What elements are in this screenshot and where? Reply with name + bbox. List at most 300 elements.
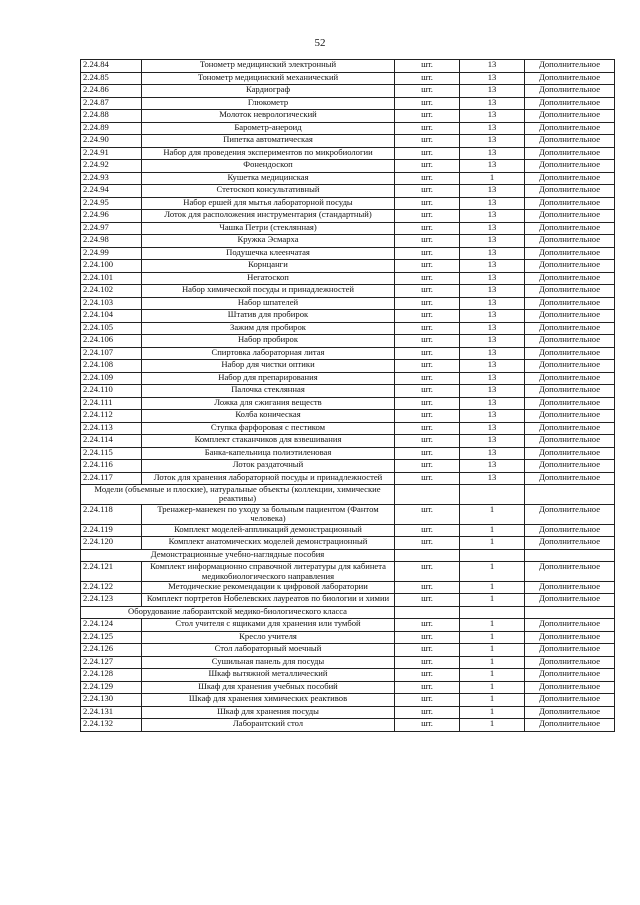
item-type: Дополнительное bbox=[525, 537, 615, 550]
item-number: 2.24.102 bbox=[81, 285, 142, 298]
item-quantity: 1 bbox=[460, 619, 525, 632]
item-number: 2.24.130 bbox=[81, 694, 142, 707]
item-quantity: 13 bbox=[460, 372, 525, 385]
item-unit: шт. bbox=[395, 397, 460, 410]
item-name: Пипетка автоматическая bbox=[142, 135, 395, 148]
item-number: 2.24.115 bbox=[81, 447, 142, 460]
item-name: Кушетка медицинская bbox=[142, 172, 395, 185]
item-number: 2.24.129 bbox=[81, 681, 142, 694]
empty-cell bbox=[460, 485, 525, 505]
item-quantity: 1 bbox=[460, 631, 525, 644]
item-type: Дополнительное bbox=[525, 185, 615, 198]
item-type: Дополнительное bbox=[525, 656, 615, 669]
item-name: Набор химической посуды и принадлежностей bbox=[142, 285, 395, 298]
item-name: Комплект информационно справочной литературы для кабинета медикобиологического направления bbox=[142, 562, 395, 582]
item-number: 2.24.96 bbox=[81, 210, 142, 223]
item-unit: шт. bbox=[395, 322, 460, 335]
table-row bbox=[81, 581, 615, 594]
item-unit: шт. bbox=[395, 147, 460, 160]
item-unit: шт. bbox=[395, 297, 460, 310]
table-row bbox=[81, 397, 615, 410]
item-type: Дополнительное bbox=[525, 681, 615, 694]
item-type: Дополнительное bbox=[525, 631, 615, 644]
item-number: 2.24.94 bbox=[81, 185, 142, 198]
equipment-table bbox=[80, 59, 615, 732]
item-name: Фонендоскоп bbox=[142, 160, 395, 173]
item-number: 2.24.98 bbox=[81, 235, 142, 248]
item-quantity: 1 bbox=[460, 694, 525, 707]
item-quantity: 13 bbox=[460, 247, 525, 260]
item-name: Стетоскоп консультативный bbox=[142, 185, 395, 198]
item-name: Набор ершей для мытья лабораторной посуды bbox=[142, 197, 395, 210]
item-type: Дополнительное bbox=[525, 322, 615, 335]
item-unit: шт. bbox=[395, 85, 460, 98]
item-number: 2.24.114 bbox=[81, 435, 142, 448]
item-number: 2.24.131 bbox=[81, 706, 142, 719]
table-row bbox=[81, 285, 615, 298]
item-quantity: 1 bbox=[460, 524, 525, 537]
item-type: Дополнительное bbox=[525, 297, 615, 310]
item-unit: шт. bbox=[395, 310, 460, 323]
item-quantity: 1 bbox=[460, 644, 525, 657]
table-row bbox=[81, 172, 615, 185]
item-name: Комплект портретов Нобелевских лауреатов по биологии и химии bbox=[142, 594, 395, 607]
empty-cell bbox=[460, 606, 525, 619]
table-row bbox=[81, 537, 615, 550]
table-row bbox=[81, 594, 615, 607]
table-row bbox=[81, 460, 615, 473]
table-row bbox=[81, 410, 615, 423]
item-type: Дополнительное bbox=[525, 694, 615, 707]
item-type: Дополнительное bbox=[525, 524, 615, 537]
item-name: Набор пробирок bbox=[142, 335, 395, 348]
table-row bbox=[81, 669, 615, 682]
item-number: 2.24.110 bbox=[81, 385, 142, 398]
table-row bbox=[81, 656, 615, 669]
empty-cell bbox=[395, 485, 460, 505]
item-number: 2.24.120 bbox=[81, 537, 142, 550]
section-title: Оборудование лаборантской медико-биологического класса bbox=[81, 606, 395, 619]
item-number: 2.24.112 bbox=[81, 410, 142, 423]
item-type: Дополнительное bbox=[525, 172, 615, 185]
item-name: Палочка стеклянная bbox=[142, 385, 395, 398]
item-unit: шт. bbox=[395, 122, 460, 135]
item-type: Дополнительное bbox=[525, 135, 615, 148]
item-quantity: 13 bbox=[460, 60, 525, 73]
table-row bbox=[81, 60, 615, 73]
item-name: Кружка Эсмарха bbox=[142, 235, 395, 248]
item-name: Чашка Петри (стеклянная) bbox=[142, 222, 395, 235]
item-type: Дополнительное bbox=[525, 472, 615, 485]
item-unit: шт. bbox=[395, 631, 460, 644]
item-name: Стол лабораторный моечный bbox=[142, 644, 395, 657]
item-name: Ступка фарфоровая с пестиком bbox=[142, 422, 395, 435]
item-unit: шт. bbox=[395, 524, 460, 537]
table-row bbox=[81, 222, 615, 235]
item-name: Лаборантский стол bbox=[142, 719, 395, 732]
item-quantity: 13 bbox=[460, 110, 525, 123]
item-quantity: 13 bbox=[460, 422, 525, 435]
item-number: 2.24.99 bbox=[81, 247, 142, 260]
item-unit: шт. bbox=[395, 272, 460, 285]
item-type: Дополнительное bbox=[525, 619, 615, 632]
table-row bbox=[81, 472, 615, 485]
item-type: Дополнительное bbox=[525, 122, 615, 135]
item-quantity: 13 bbox=[460, 272, 525, 285]
table-row bbox=[81, 85, 615, 98]
item-number: 2.24.111 bbox=[81, 397, 142, 410]
item-type: Дополнительное bbox=[525, 110, 615, 123]
table-row bbox=[81, 706, 615, 719]
table-row bbox=[81, 562, 615, 582]
item-type: Дополнительное bbox=[525, 422, 615, 435]
item-quantity: 1 bbox=[460, 581, 525, 594]
table-row bbox=[81, 247, 615, 260]
item-quantity: 1 bbox=[460, 172, 525, 185]
table-row bbox=[81, 719, 615, 732]
item-name: Барометр-анероид bbox=[142, 122, 395, 135]
empty-cell bbox=[460, 549, 525, 562]
table-row bbox=[81, 310, 615, 323]
table-row bbox=[81, 422, 615, 435]
item-number: 2.24.92 bbox=[81, 160, 142, 173]
table-row bbox=[81, 644, 615, 657]
table-row bbox=[81, 524, 615, 537]
table-row bbox=[81, 160, 615, 173]
item-number: 2.24.84 bbox=[81, 60, 142, 73]
item-unit: шт. bbox=[395, 669, 460, 682]
item-name: Кресло учителя bbox=[142, 631, 395, 644]
item-name: Банка-капельница полиэтиленовая bbox=[142, 447, 395, 460]
item-type: Дополнительное bbox=[525, 310, 615, 323]
item-unit: шт. bbox=[395, 694, 460, 707]
table-row bbox=[81, 435, 615, 448]
item-number: 2.24.108 bbox=[81, 360, 142, 373]
item-unit: шт. bbox=[395, 372, 460, 385]
item-name: Комплект анатомических моделей демонстрационный bbox=[142, 537, 395, 550]
item-number: 2.24.97 bbox=[81, 222, 142, 235]
item-number: 2.24.116 bbox=[81, 460, 142, 473]
item-number: 2.24.121 bbox=[81, 562, 142, 582]
item-quantity: 13 bbox=[460, 472, 525, 485]
item-type: Дополнительное bbox=[525, 72, 615, 85]
item-number: 2.24.106 bbox=[81, 335, 142, 348]
item-type: Дополнительное bbox=[525, 644, 615, 657]
item-number: 2.24.124 bbox=[81, 619, 142, 632]
item-unit: шт. bbox=[395, 210, 460, 223]
empty-cell bbox=[395, 549, 460, 562]
section-title: Модели (объемные и плоские), натуральные объекты (коллекции, химические реактивы) bbox=[81, 485, 395, 505]
item-name: Набор для препарирования bbox=[142, 372, 395, 385]
item-type: Дополнительное bbox=[525, 706, 615, 719]
item-type: Дополнительное bbox=[525, 594, 615, 607]
item-type: Дополнительное bbox=[525, 210, 615, 223]
table-row bbox=[81, 360, 615, 373]
item-type: Дополнительное bbox=[525, 272, 615, 285]
item-type: Дополнительное bbox=[525, 335, 615, 348]
item-quantity: 13 bbox=[460, 235, 525, 248]
item-number: 2.24.103 bbox=[81, 297, 142, 310]
item-unit: шт. bbox=[395, 681, 460, 694]
item-quantity: 1 bbox=[460, 562, 525, 582]
item-type: Дополнительное bbox=[525, 360, 615, 373]
item-quantity: 1 bbox=[460, 594, 525, 607]
item-type: Дополнительное bbox=[525, 197, 615, 210]
table-row bbox=[81, 694, 615, 707]
item-unit: шт. bbox=[395, 97, 460, 110]
item-unit: шт. bbox=[395, 435, 460, 448]
table-row bbox=[81, 260, 615, 273]
item-name: Спиртовка лабораторная литая bbox=[142, 347, 395, 360]
item-unit: шт. bbox=[395, 537, 460, 550]
table-row bbox=[81, 631, 615, 644]
item-number: 2.24.128 bbox=[81, 669, 142, 682]
item-type: Дополнительное bbox=[525, 410, 615, 423]
item-number: 2.24.119 bbox=[81, 524, 142, 537]
table-row bbox=[81, 504, 615, 524]
table-row bbox=[81, 335, 615, 348]
section-row bbox=[81, 606, 615, 619]
item-number: 2.24.123 bbox=[81, 594, 142, 607]
item-unit: шт. bbox=[395, 335, 460, 348]
item-unit: шт. bbox=[395, 72, 460, 85]
item-type: Дополнительное bbox=[525, 460, 615, 473]
item-quantity: 13 bbox=[460, 85, 525, 98]
item-quantity: 1 bbox=[460, 719, 525, 732]
item-number: 2.24.87 bbox=[81, 97, 142, 110]
item-quantity: 13 bbox=[460, 397, 525, 410]
item-unit: шт. bbox=[395, 222, 460, 235]
table-row bbox=[81, 235, 615, 248]
item-number: 2.24.91 bbox=[81, 147, 142, 160]
item-type: Дополнительное bbox=[525, 85, 615, 98]
item-name: Шкаф для хранения химических реактивов bbox=[142, 694, 395, 707]
item-name: Лоток для хранения лабораторной посуды и принадлежностей bbox=[142, 472, 395, 485]
item-quantity: 1 bbox=[460, 706, 525, 719]
item-type: Дополнительное bbox=[525, 504, 615, 524]
item-name: Шкаф вытяжной металлический bbox=[142, 669, 395, 682]
item-name: Комплект стаканчиков для взвешивания bbox=[142, 435, 395, 448]
item-name: Подушечка клеенчатая bbox=[142, 247, 395, 260]
table-row bbox=[81, 97, 615, 110]
item-unit: шт. bbox=[395, 504, 460, 524]
item-number: 2.24.88 bbox=[81, 110, 142, 123]
item-number: 2.24.104 bbox=[81, 310, 142, 323]
item-quantity: 1 bbox=[460, 656, 525, 669]
item-name: Набор для проведения экспериментов по микробиологии bbox=[142, 147, 395, 160]
table-row bbox=[81, 372, 615, 385]
item-unit: шт. bbox=[395, 260, 460, 273]
item-quantity: 13 bbox=[460, 460, 525, 473]
item-quantity: 13 bbox=[460, 260, 525, 273]
table-row bbox=[81, 322, 615, 335]
item-number: 2.24.118 bbox=[81, 504, 142, 524]
item-unit: шт. bbox=[395, 385, 460, 398]
item-name: Лоток раздаточный bbox=[142, 460, 395, 473]
item-quantity: 13 bbox=[460, 122, 525, 135]
item-quantity: 13 bbox=[460, 185, 525, 198]
item-number: 2.24.95 bbox=[81, 197, 142, 210]
item-name: Комплект моделей-аппликаций демонстрационный bbox=[142, 524, 395, 537]
empty-cell bbox=[525, 606, 615, 619]
table-row bbox=[81, 681, 615, 694]
item-unit: шт. bbox=[395, 656, 460, 669]
item-number: 2.24.90 bbox=[81, 135, 142, 148]
empty-cell bbox=[525, 485, 615, 505]
item-unit: шт. bbox=[395, 247, 460, 260]
table-row bbox=[81, 197, 615, 210]
item-quantity: 13 bbox=[460, 210, 525, 223]
table-row bbox=[81, 347, 615, 360]
table-row bbox=[81, 185, 615, 198]
empty-cell bbox=[395, 606, 460, 619]
item-quantity: 13 bbox=[460, 160, 525, 173]
item-name: Сушильная панель для посуды bbox=[142, 656, 395, 669]
item-name: Корнцанги bbox=[142, 260, 395, 273]
item-quantity: 13 bbox=[460, 347, 525, 360]
item-quantity: 13 bbox=[460, 335, 525, 348]
item-quantity: 1 bbox=[460, 504, 525, 524]
item-name: Негатоскоп bbox=[142, 272, 395, 285]
table-row bbox=[81, 147, 615, 160]
item-unit: шт. bbox=[395, 185, 460, 198]
item-quantity: 13 bbox=[460, 435, 525, 448]
item-type: Дополнительное bbox=[525, 160, 615, 173]
item-name: Тонометр медицинский механический bbox=[142, 72, 395, 85]
item-unit: шт. bbox=[395, 706, 460, 719]
table-row bbox=[81, 110, 615, 123]
item-unit: шт. bbox=[395, 135, 460, 148]
item-quantity: 13 bbox=[460, 297, 525, 310]
item-number: 2.24.113 bbox=[81, 422, 142, 435]
section-row bbox=[81, 485, 615, 505]
item-number: 2.24.86 bbox=[81, 85, 142, 98]
item-unit: шт. bbox=[395, 447, 460, 460]
equipment-table-body bbox=[81, 60, 615, 732]
table-row bbox=[81, 385, 615, 398]
item-quantity: 13 bbox=[460, 285, 525, 298]
item-quantity: 13 bbox=[460, 447, 525, 460]
item-name: Штатив для пробирок bbox=[142, 310, 395, 323]
item-unit: шт. bbox=[395, 719, 460, 732]
item-name: Ложка для сжигания веществ bbox=[142, 397, 395, 410]
item-type: Дополнительное bbox=[525, 372, 615, 385]
item-unit: шт. bbox=[395, 197, 460, 210]
item-type: Дополнительное bbox=[525, 562, 615, 582]
item-name: Шкаф для хранения учебных пособий bbox=[142, 681, 395, 694]
item-quantity: 13 bbox=[460, 147, 525, 160]
item-name: Набор шпателей bbox=[142, 297, 395, 310]
item-name: Шкаф для хранения посуды bbox=[142, 706, 395, 719]
table-row bbox=[81, 72, 615, 85]
item-unit: шт. bbox=[395, 581, 460, 594]
item-unit: шт. bbox=[395, 562, 460, 582]
item-number: 2.24.126 bbox=[81, 644, 142, 657]
item-type: Дополнительное bbox=[525, 147, 615, 160]
item-unit: шт. bbox=[395, 472, 460, 485]
table-row bbox=[81, 135, 615, 148]
table-row bbox=[81, 122, 615, 135]
item-quantity: 13 bbox=[460, 360, 525, 373]
item-quantity: 1 bbox=[460, 681, 525, 694]
item-number: 2.24.101 bbox=[81, 272, 142, 285]
item-type: Дополнительное bbox=[525, 581, 615, 594]
item-name: Зажим для пробирок bbox=[142, 322, 395, 335]
item-unit: шт. bbox=[395, 235, 460, 248]
item-name: Тренажер-манекен по уходу за больным пациентом (Фантом человека) bbox=[142, 504, 395, 524]
item-name: Методические рекомендации к цифровой лаборатории bbox=[142, 581, 395, 594]
item-unit: шт. bbox=[395, 594, 460, 607]
item-unit: шт. bbox=[395, 422, 460, 435]
item-number: 2.24.127 bbox=[81, 656, 142, 669]
item-quantity: 13 bbox=[460, 385, 525, 398]
item-type: Дополнительное bbox=[525, 97, 615, 110]
item-number: 2.24.100 bbox=[81, 260, 142, 273]
section-title: Демонстрационные учебно-наглядные пособия bbox=[81, 549, 395, 562]
item-type: Дополнительное bbox=[525, 385, 615, 398]
item-quantity: 13 bbox=[460, 197, 525, 210]
item-unit: шт. bbox=[395, 110, 460, 123]
page-number: 52 bbox=[314, 37, 326, 49]
table-row bbox=[81, 297, 615, 310]
table-row bbox=[81, 272, 615, 285]
item-type: Дополнительное bbox=[525, 435, 615, 448]
item-name: Молоток неврологический bbox=[142, 110, 395, 123]
item-unit: шт. bbox=[395, 360, 460, 373]
item-type: Дополнительное bbox=[525, 222, 615, 235]
section-row bbox=[81, 549, 615, 562]
item-number: 2.24.93 bbox=[81, 172, 142, 185]
item-quantity: 13 bbox=[460, 310, 525, 323]
item-name: Тонометр медицинский электронный bbox=[142, 60, 395, 73]
item-name: Набор для чистки оптики bbox=[142, 360, 395, 373]
item-type: Дополнительное bbox=[525, 235, 615, 248]
item-unit: шт. bbox=[395, 460, 460, 473]
item-number: 2.24.132 bbox=[81, 719, 142, 732]
item-name: Кардиограф bbox=[142, 85, 395, 98]
item-type: Дополнительное bbox=[525, 447, 615, 460]
item-number: 2.24.109 bbox=[81, 372, 142, 385]
item-quantity: 13 bbox=[460, 410, 525, 423]
item-name: Стол учителя с ящиками для хранения или тумбой bbox=[142, 619, 395, 632]
item-name: Колба коническая bbox=[142, 410, 395, 423]
item-unit: шт. bbox=[395, 347, 460, 360]
item-number: 2.24.117 bbox=[81, 472, 142, 485]
item-number: 2.24.85 bbox=[81, 72, 142, 85]
item-type: Дополнительное bbox=[525, 247, 615, 260]
item-number: 2.24.105 bbox=[81, 322, 142, 335]
item-unit: шт. bbox=[395, 410, 460, 423]
item-unit: шт. bbox=[395, 60, 460, 73]
item-quantity: 1 bbox=[460, 537, 525, 550]
item-type: Дополнительное bbox=[525, 260, 615, 273]
item-unit: шт. bbox=[395, 285, 460, 298]
item-name: Лоток для расположения инструментария (стандартный) bbox=[142, 210, 395, 223]
item-type: Дополнительное bbox=[525, 719, 615, 732]
item-unit: шт. bbox=[395, 160, 460, 173]
item-quantity: 13 bbox=[460, 97, 525, 110]
item-number: 2.24.107 bbox=[81, 347, 142, 360]
item-name: Глюкометр bbox=[142, 97, 395, 110]
item-quantity: 13 bbox=[460, 322, 525, 335]
empty-cell bbox=[525, 549, 615, 562]
item-unit: шт. bbox=[395, 644, 460, 657]
item-quantity: 13 bbox=[460, 72, 525, 85]
item-type: Дополнительное bbox=[525, 397, 615, 410]
table-row bbox=[81, 619, 615, 632]
item-quantity: 13 bbox=[460, 135, 525, 148]
item-number: 2.24.122 bbox=[81, 581, 142, 594]
